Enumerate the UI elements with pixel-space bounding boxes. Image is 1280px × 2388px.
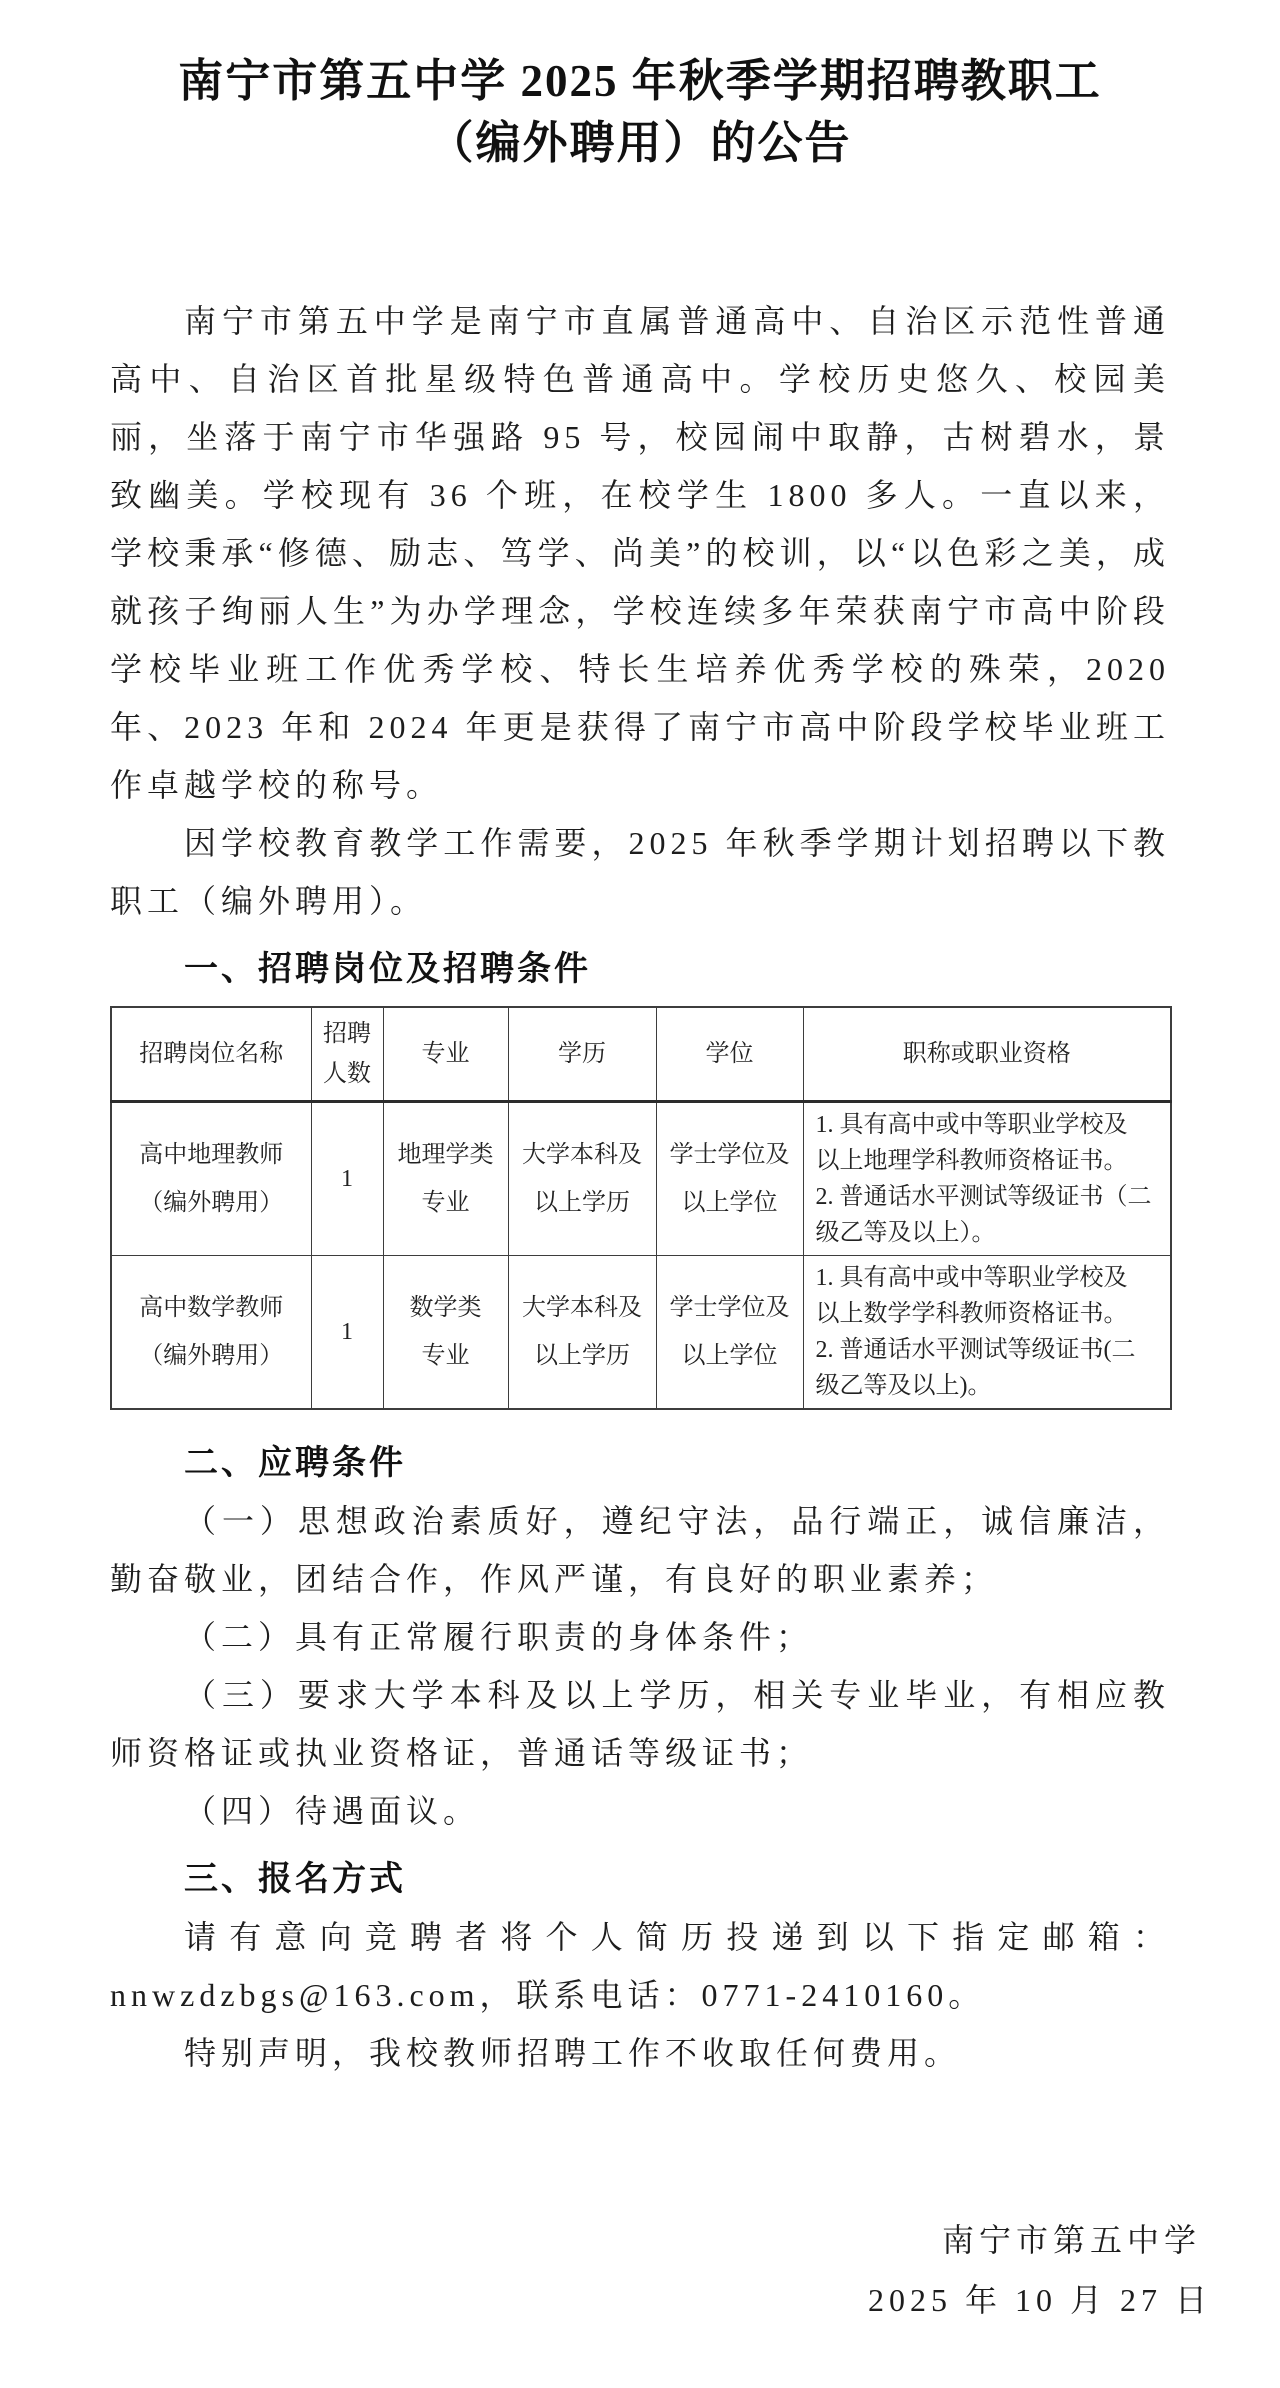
section3-heading: 三、报名方式 <box>184 1859 406 1898</box>
intro-paragraph: 南宁市第五中学是南宁市直属普通高中、自治区示范性普通高中、自治区首批星级特色普通高中。学校历史悠久、校园美丽，坐落于南宁市华强路 95 号，校园闹中取静，古树碧水，景致幽美。学校现有 36 个班，在校学生 1800 多人。一直以来，学校秉承“修德、励志、笃学、尚美”的校训，以“以色彩之美，成就孩子绚丽人生”为办学理念，学校连续多年荣获南宁市高中阶段学校毕业班工作优秀学校、特长生培养优秀学校的殊荣，2020 年、2023 年和 2024 年更是获得了南宁市高中阶段学校毕业班工作卓越学校的称号。 <box>110 303 1170 803</box>
table-row-geography <box>111 1101 1171 1255</box>
condition-item-2: （二）具有正常履行职责的身体条件； <box>184 1618 814 1655</box>
title-body-spacer <box>0 174 1280 292</box>
section2-heading: 二、应聘条件 <box>184 1443 406 1482</box>
cell-education: 大学本科及 以上学历 <box>508 1101 656 1255</box>
cell-position: 高中地理教师 （编外聘用） <box>111 1101 311 1255</box>
cell-count: 1 <box>311 1101 383 1255</box>
cell-qualification: 1. 具有高中或中等职业学校及 以上地理学科教师资格证书。 2. 普通话水平测试等级证书（二 级乙等及以上）。 <box>803 1101 1171 1255</box>
column-header-degree: 学位 <box>656 1007 803 1101</box>
column-header-position: 招聘岗位名称 <box>111 1007 311 1101</box>
document-body <box>110 292 1170 2082</box>
document-title <box>0 50 1280 174</box>
cell-education: 大学本科及 以上学历 <box>508 1255 656 1409</box>
condition-item-4: （四）待遇面议。 <box>184 1792 481 1829</box>
cell-major: 地理学类 专业 <box>383 1101 508 1255</box>
cell-degree: 学士学位及 以上学位 <box>656 1101 803 1255</box>
table-section-spacer <box>110 1410 1170 1424</box>
table-header <box>111 1007 1171 1101</box>
cell-count: 1 <box>311 1255 383 1409</box>
section1-heading: 一、招聘岗位及招聘条件 <box>184 950 591 988</box>
column-header-count: 招聘 人数 <box>311 1007 383 1101</box>
title-line-2: （编外聘用）的公告 <box>428 118 852 168</box>
column-header-qualification: 职称或职业资格 <box>803 1007 1171 1101</box>
signature-school-name: 南宁市第五中学 <box>941 2221 1201 2258</box>
table-header-row <box>111 1007 1171 1101</box>
cell-position: 高中数学教师 （编外聘用） <box>111 1255 311 1409</box>
signature-block <box>0 2210 1280 2330</box>
recruitment-table <box>110 1006 1172 1410</box>
cell-major: 数学类 专业 <box>383 1255 508 1409</box>
condition-item-3: （三）要求大学本科及以上学历，相关专业毕业，有相应教师资格证或执业资格证，普通话等级证书； <box>110 1676 1170 1771</box>
condition-item-1: （一）思想政治素质好，遵纪守法，品行端正，诚信廉洁，勤奋敬业，团结合作，作风严谨，有良好的职业素养； <box>110 1502 1170 1597</box>
column-header-education: 学历 <box>508 1007 656 1101</box>
recruit-plan-paragraph: 因学校教育教学工作需要，2025 年秋季学期计划招聘以下教职工（编外聘用）。 <box>110 825 1170 919</box>
application-method-paragraph: 请有意向竞聘者将个人简历投递到以下指定邮箱：nnwzdzbgs@163.com，联系电话：0771-2410160。 <box>110 1918 1170 2013</box>
table-row-math <box>111 1255 1171 1409</box>
signature-date: 2025 年 10 月 27 日 <box>867 2281 1212 2318</box>
cell-qualification: 1. 具有高中或中等职业学校及 以上数学学科教师资格证书。 2. 普通话水平测试等级证书(二 级乙等及以上)。 <box>803 1255 1171 1409</box>
cell-degree: 学士学位及 以上学位 <box>656 1255 803 1409</box>
title-line-1: 南宁市第五中学 2025 年秋季学期招聘教职工 <box>178 56 1102 106</box>
column-header-major: 专业 <box>383 1007 508 1101</box>
disclaimer-paragraph: 特别声明，我校教师招聘工作不收取任何费用。 <box>184 2034 962 2071</box>
